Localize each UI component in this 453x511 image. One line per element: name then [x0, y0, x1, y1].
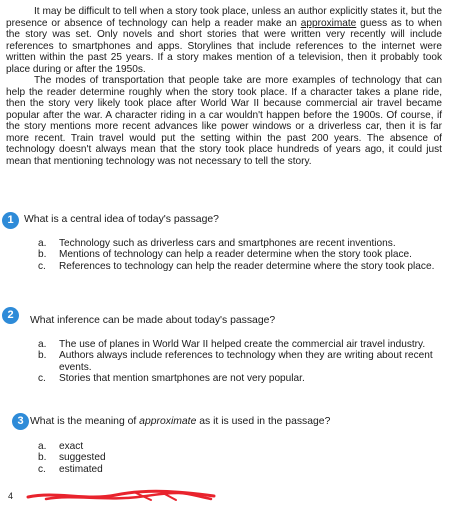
option-c[interactable]: c. Stories that mention smartphones are not very popular. [38, 372, 305, 384]
answer-options [38, 339, 440, 384]
question-text: What inference can be made about today's passage? [30, 315, 276, 326]
reading-passage [6, 6, 442, 167]
answer-options [38, 238, 440, 272]
option-c[interactable]: c. estimated [38, 463, 103, 475]
question-number-badge: 3 [12, 413, 29, 430]
passage-paragraph-2: The modes of transportation that people take are more examples of technology that can help the reader determine roughly when the story took place. If a character takes a plane ride, then the story very likely took place after World War II because commercial air travel became popular after the war. A character riding in a car wouldn't happen before the 1900s. Of course, if the story mentions more recent advances like power windows or a driverless car, then it is far more recent. Train travel would put the setting within the past 200 years. The absence of technology doesn't always mean that the story took place hundreds of years ago, it could just mean that mentioning technology was not necessary to tell the story. [6, 75, 442, 167]
redaction-scribble-icon [26, 489, 216, 503]
option-b[interactable]: b. Authors always include references to technology when they are writing about recent events. [38, 350, 433, 373]
question-number-badge: 1 [2, 212, 19, 229]
passage-text: It may be difficult to tell when a story took place, unless an author explicitly states it, but the presence or absence of technology can help a reader make an [6, 6, 442, 29]
passage-paragraph-1 [6, 6, 442, 75]
answer-options [38, 441, 440, 475]
question-text: What is the meaning of approximate as it is used in the passage? [30, 416, 331, 427]
question-text: What is a central idea of today's passage? [24, 214, 219, 225]
italic-word: approximate [139, 416, 197, 427]
option-b[interactable]: b. suggested [38, 452, 106, 464]
page-number: 4 [8, 491, 14, 501]
passage-text: guess as to when the story was set. Only novels and short stories that were written very recently will include references to smartphones and apps. Storylines that include references to the internet were written within the past 25 years. If a story makes mention of a television, then it probably took place during or after the 1950s. [6, 17, 442, 75]
underlined-word: approximate [300, 17, 357, 29]
question-number-badge: 2 [2, 307, 19, 324]
option-a[interactable]: a. exact [38, 441, 84, 452]
option-a[interactable]: a. The use of planes in World War II helped create the commercial air travel industry. [38, 339, 426, 350]
option-a[interactable]: a. Technology such as driverless cars and smartphones are recent inventions. [38, 238, 396, 249]
option-c[interactable]: c. References to technology can help the reader determine where the story took place. [38, 260, 435, 272]
option-b[interactable]: b. Mentions of technology can help a reader determine when the story took place. [38, 249, 412, 261]
